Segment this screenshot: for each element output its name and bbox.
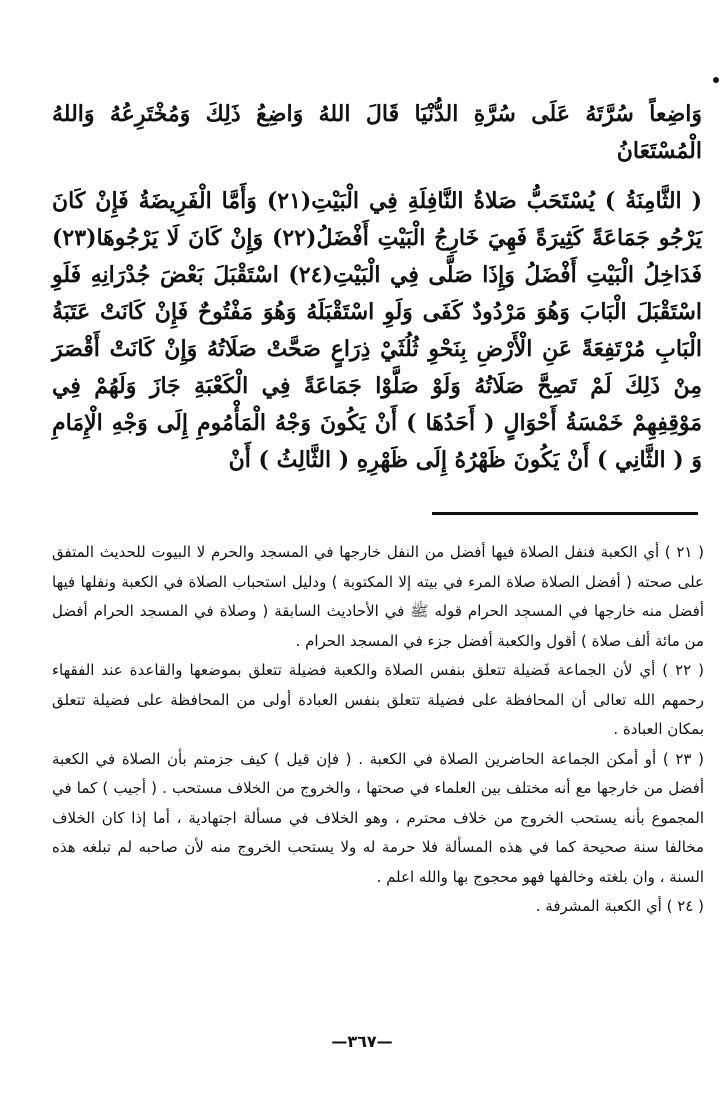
footnote-24: ( ٢٤ ) أي الكعبة المشرفة . [535, 897, 704, 915]
footnote-22: ( ٢٢ ) أي لأن الجماعة فَضيلة تتعلق بنفس الصلاة والكعبة فضيلة تتعلق بموضعها والقاعدة عند الفقهاء رحمهم الله تعالى أن المحافظة على فضيلة تتعلق بنفس العبادة أولى من المحافظة على فضيلة تتعلق بمكان العبادة . [52, 661, 704, 738]
main-paragraph-intro: وَاضِعاً سُرَّتَهُ عَلَى سُرَّةِ الدُّنْيَا قَالَ اللهُ وَاضِعُ ذَلِكَ وَمُخْتَرِعُهُ وَاللهُ الْمُسْتَعَانُ [52, 101, 702, 164]
main-text-block [52, 96, 702, 479]
page-number: —٣٦٧— [331, 1032, 393, 1051]
margin-dot [713, 77, 719, 83]
main-paragraph-eighth: ( الثَّامِنَةُ ) يُسْتَحَبُّ صَلاةُ النَّافِلَةِ فِي الْبَيْتِ(٢١) وَأَمَّا الْفَرِيضَةُ فَإِنْ كَانَ يَرْجُو جَمَاعَةً كَثِيرَةً فَهِيَ خَارِجُ الْبَيْتِ أَفْضَلُ(٢٢) وَإِنْ كَانَ لَا يَرْجُوهَا(٢٣) فَدَاخِلُ الْبَيْتِ أَفْضَلُ وَإِذَا صَلَّى فِي الْبَيْتِ(٢٤) اسْتَقْبَلَ بَعْضَ جُدْرَانِهِ فَلَوِ اسْتَقْبَلَ الْبَابَ وَهُوَ مَرْدُودٌ كَفَى وَلَوِ اسْتَقْبَلَهُ وَهُوَ مَفْتُوحٌ فَإِنْ كَانَتْ عَتَبَةُ الْبَابِ مُرْتَفِعَةً عَنِ الْأَرْضِ بِنَحْوِ ثُلُثَيْ ذِرَاعٍ صَحَّتْ صَلَاتُهُ وَإِنْ كَانَتْ أَقْصَرَ مِنْ ذَلِكَ لَمْ تَصِحَّ صَلَاتُهُ وَلَوْ صَلَّوْا جَمَاعَةً فِي الْكَعْبَةِ جَازَ وَلَهُمْ فِي مَوْقِفِهِمْ خَمْسَةُ أَحْوَالٍ ( أَحَدُهَا ) أَنْ يَكُونَ وَجْهُ الْمَأْمُومِ إِلَى وَجْهِ الْإِمَامِ وَ ( الثَّانِي ) أَنْ يَكُونَ ظَهْرُهُ إِلَى ظَهْرِهِ ( الثَّالِثُ ) أَنْ [52, 188, 703, 473]
footnote-separator-rule [432, 512, 698, 515]
footnotes-block [52, 538, 704, 922]
footnote-21: ( ٢١ ) أي الكعبة فنفل الصلاة فيها أفضل من النفل خارجها في المسجد والحرم لا البيوت للحديث المتفق على صحته ( أفضل الصلاة صلاة المرء في بيته إلا المكتوبة ) ودليل استحباب الصلاة في الكعبة ونفلها فيها أفضل منه خارجها في المسجد الحرام قوله ﷺ في الأحاديث السابقة ( وصلاة في المسجد الحرام أفضل من مائة ألف صلاة ) أقول والكعبة أفضل جزء في المسجد الحرام . [52, 543, 705, 650]
footnote-23: ( ٢٣ ) أو أمكن الجماعة الحاضرين الصلاة في الكعبة . ( فإن قيل ) كيف جزمتم بأن الصلاة في الكعبة أفضل من خارجها مع أنه مختلف بين العلماء في صحتها ، والخروج من الخلاف مستحب . ( أجيب ) كما في المجموع بأنه يستحب الخروج من خلاف محترم ، وهو الخلاف في مسألة اجتهادية ، أما إذا كان الخلاف مخالفا سنة صحيحة كما في هذه المسألة فلا حرمة له ولا يستحب الخروج منه لأن صاحبه لم تبلغه هذه السنة ، وان بلغته وخالفها فهو محجوج بها والله اعلم . [52, 749, 704, 886]
